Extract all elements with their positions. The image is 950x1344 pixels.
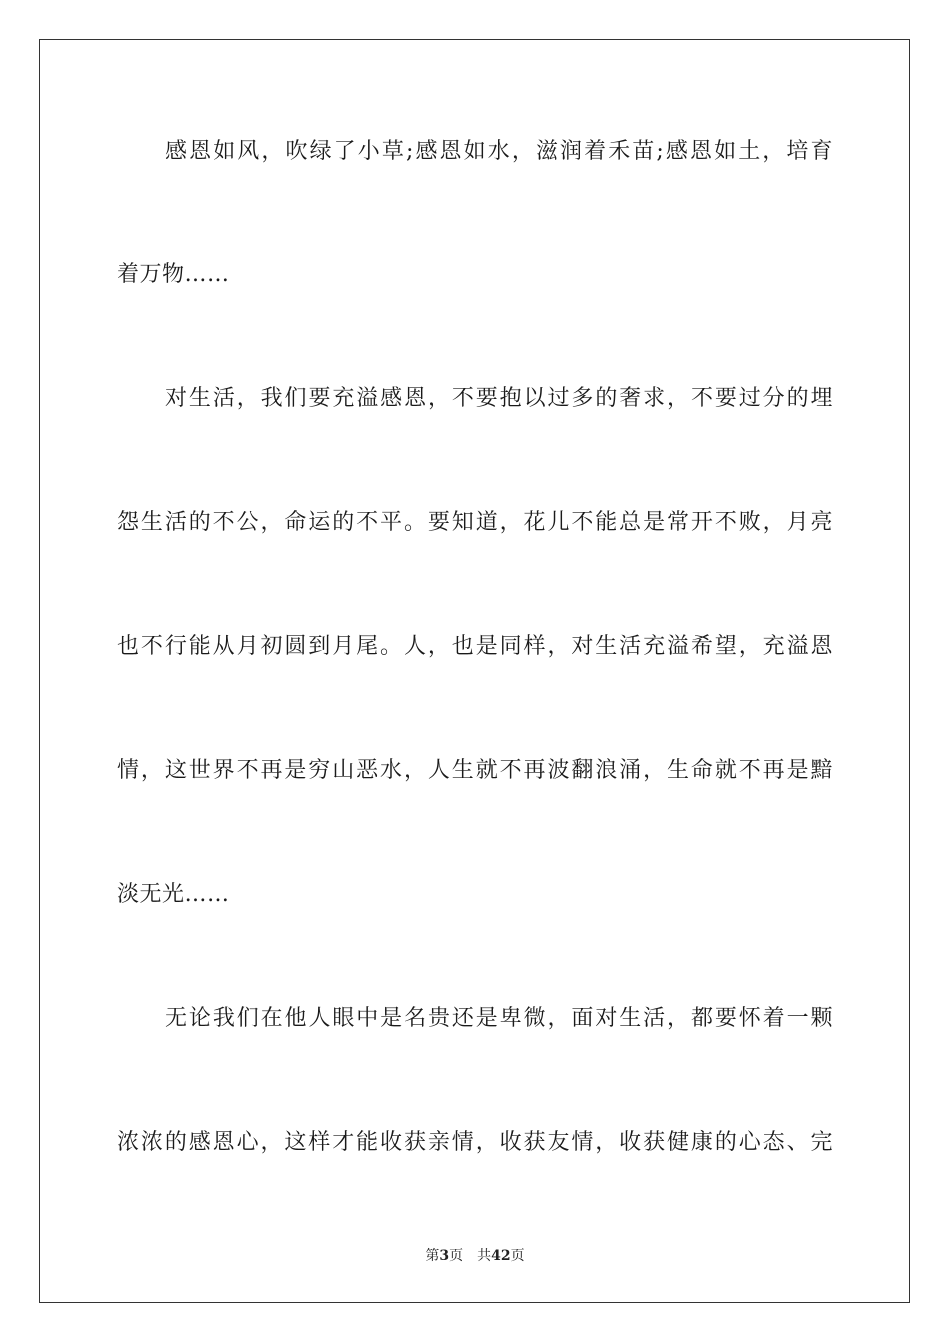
paragraph-1-line-2: 着万物…… — [117, 262, 230, 287]
total-prefix: 共 — [477, 1248, 492, 1264]
paragraph-2-line-3: 也不行能从月初圆到月尾。人，也是同样，对生活充溢希望，充溢恩 — [117, 634, 833, 659]
paragraph-2-line-5: 淡无光…… — [117, 882, 230, 907]
paragraph-2-line-1: 对生活，我们要充溢感恩，不要抱以过多的奢求，不要过分的埋 — [165, 386, 833, 411]
total-pages: 42 — [491, 1248, 511, 1264]
paragraph-3-line-2: 浓浓的感恩心，这样才能收获亲情，收获友情，收获健康的心态、完 — [117, 1130, 833, 1155]
paragraph-2-line-2: 怨生活的不公，命运的不平。要知道，花儿不能总是常开不败，月亮 — [117, 510, 833, 535]
paragraph-2-line-4: 情，这世界不再是穷山恶水，人生就不再波翻浪涌，生命就不再是黯 — [117, 758, 833, 783]
page-prefix: 第 — [425, 1248, 440, 1264]
page-border — [39, 39, 910, 1303]
page-suffix: 页 — [449, 1248, 464, 1264]
paragraph-3-line-1: 无论我们在他人眼中是名贵还是卑微，面对生活，都要怀着一颗 — [165, 1006, 833, 1031]
paragraph-1-line-1: 感恩如风，吹绿了小草;感恩如水，滋润着禾苗;感恩如土，培育 — [165, 139, 833, 164]
total-suffix: 页 — [510, 1248, 525, 1264]
page-number: 3 — [439, 1248, 450, 1264]
page-footer — [0, 1246, 950, 1266]
